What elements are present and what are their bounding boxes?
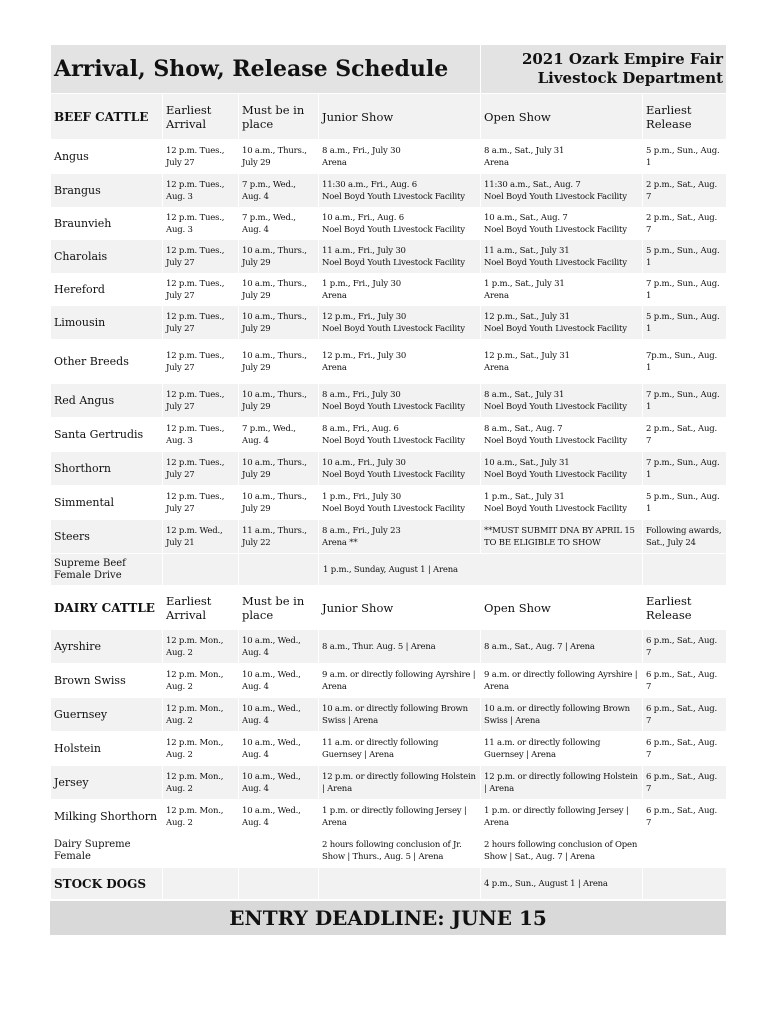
table-row: [51, 306, 727, 340]
open-show-cell: 12 p.m. or directly following Holstein | Arena: [481, 766, 643, 800]
earliest-release-cell: 6 p.m., Sat., Aug. 7: [643, 664, 727, 698]
col-open-show: Open Show: [481, 586, 643, 630]
junior-show-cell: 12 p.m. or directly following Holstein | Arena: [319, 766, 481, 800]
junior-show-cell: 8 a.m., Fri., Aug. 6 Noel Boyd Youth Livestock Facility: [319, 418, 481, 452]
table-row: [51, 732, 727, 766]
earliest-release-cell: 7 p.m., Sun., Aug. 1: [643, 274, 727, 306]
table-row: [51, 698, 727, 732]
must-be-in-place-cell: 10 a.m., Thurs., July 29: [239, 340, 319, 384]
junior-show-cell: 1 p.m. or directly following Jersey | Arena: [319, 800, 481, 834]
table-row: [51, 384, 727, 418]
beef-section-heading: BEEF CATTLE: [51, 94, 163, 140]
table-row: [51, 418, 727, 452]
must-be-in-place-cell: 10 a.m., Thurs., July 29: [239, 486, 319, 520]
page-title: Arrival, Show, Release Schedule: [54, 56, 449, 82]
open-show-cell: **MUST SUBMIT DNA BY APRIL 15 TO BE ELIGIBLE TO SHOW: [481, 520, 643, 554]
table-row: [51, 240, 727, 274]
open-show-cell: 8 a.m., Sat., July 31 Arena: [481, 140, 643, 174]
breed-name: Angus: [51, 140, 163, 174]
open-show-cell: 11:30 a.m., Sat., Aug. 7 Noel Boyd Youth Livestock Facility: [481, 174, 643, 208]
table-row: [51, 208, 727, 240]
junior-show-cell: 10 a.m., Fri., July 30 Noel Boyd Youth Livestock Facility: [319, 452, 481, 486]
must-be-in-place-cell: 10 a.m., Wed., Aug. 4: [239, 630, 319, 664]
earliest-arrival-cell: 12 p.m. Tues., July 27: [163, 274, 239, 306]
title-row: [51, 45, 727, 94]
table-row: [51, 520, 727, 554]
open-show-cell: 1 p.m., Sat., July 31 Arena: [481, 274, 643, 306]
schedule-table: [50, 44, 727, 900]
earliest-arrival-cell: 12 p.m. Mon., Aug. 2: [163, 766, 239, 800]
breed-name: Charolais: [51, 240, 163, 274]
must-be-in-place-cell: 10 a.m., Thurs., July 29: [239, 452, 319, 486]
table-row: [51, 274, 727, 306]
earliest-arrival-cell: 12 p.m. Tues., Aug. 3: [163, 174, 239, 208]
junior-show-cell: 9 a.m. or directly following Ayrshire | Arena: [319, 664, 481, 698]
earliest-release-cell: 6 p.m., Sat., Aug. 7: [643, 800, 727, 834]
earliest-arrival-cell: 12 p.m. Mon., Aug. 2: [163, 630, 239, 664]
must-be-in-place-cell: 10 a.m., Wed., Aug. 4: [239, 698, 319, 732]
earliest-arrival-cell: 12 p.m. Mon., Aug. 2: [163, 664, 239, 698]
col-earliest-release: Earliest Release: [643, 586, 727, 630]
must-be-in-place-cell: 10 a.m., Thurs., July 29: [239, 140, 319, 174]
stock-dogs-row: [51, 868, 727, 900]
junior-show-cell: 8 a.m., Fri., July 30 Arena: [319, 140, 481, 174]
earliest-release-cell: 6 p.m., Sat., Aug. 7: [643, 766, 727, 800]
open-show-cell: 12 p.m., Sat., July 31 Arena: [481, 340, 643, 384]
stock-dogs-heading: STOCK DOGS: [51, 868, 163, 900]
breed-name: Milking Shorthorn: [51, 800, 163, 834]
must-be-in-place-cell: 7 p.m., Wed., Aug. 4: [239, 208, 319, 240]
dairy-supreme-row: [51, 834, 727, 868]
must-be-in-place-cell: 10 a.m., Wed., Aug. 4: [239, 664, 319, 698]
junior-show-cell: 8 a.m., Fri., July 30 Noel Boyd Youth Livestock Facility: [319, 384, 481, 418]
breed-name: Simmental: [51, 486, 163, 520]
earliest-release-cell: 6 p.m., Sat., Aug. 7: [643, 630, 727, 664]
beef-supreme-time: 1 p.m., Sunday, August 1 | Arena: [319, 554, 643, 586]
dairy-supreme-name: Dairy Supreme Female: [51, 834, 163, 868]
open-show-cell: 10 a.m., Sat., Aug. 7 Noel Boyd Youth Livestock Facility: [481, 208, 643, 240]
breed-name: Red Angus: [51, 384, 163, 418]
junior-show-cell: 12 p.m., Fri., July 30 Arena: [319, 340, 481, 384]
earliest-arrival-cell: 12 p.m. Wed., July 21: [163, 520, 239, 554]
col-earliest-arrival: Earliest Arrival: [163, 586, 239, 630]
must-be-in-place-cell: 10 a.m., Thurs., July 29: [239, 240, 319, 274]
junior-show-cell: 1 p.m., Fri., July 30 Noel Boyd Youth Livestock Facility: [319, 486, 481, 520]
open-show-cell: 1 p.m., Sat., July 31 Noel Boyd Youth Livestock Facility: [481, 486, 643, 520]
must-be-in-place-cell: 10 a.m., Wed., Aug. 4: [239, 800, 319, 834]
open-show-cell: 8 a.m., Sat., Aug. 7 Noel Boyd Youth Livestock Facility: [481, 418, 643, 452]
fair-name: 2021 Ozark Empire Fair: [521, 50, 724, 68]
junior-show-cell: 10 a.m. or directly following Brown Swiss | Arena: [319, 698, 481, 732]
earliest-release-cell: 2 p.m., Sat., Aug. 7: [643, 208, 727, 240]
table-row: [51, 174, 727, 208]
must-be-in-place-cell: 10 a.m., Thurs., July 29: [239, 306, 319, 340]
table-row: [51, 452, 727, 486]
col-junior-show: Junior Show: [319, 94, 481, 140]
earliest-release-cell: Following awards, Sat., July 24: [643, 520, 727, 554]
junior-show-cell: 11 a.m. or directly following Guernsey | Arena: [319, 732, 481, 766]
beef-supreme-name: Supreme Beef Female Drive: [51, 554, 163, 586]
breed-name: Santa Gertrudis: [51, 418, 163, 452]
earliest-release-cell: 5 p.m., Sun., Aug. 1: [643, 140, 727, 174]
entry-deadline: ENTRY DEADLINE: JUNE 15: [50, 901, 726, 935]
col-must-be-in-place: Must be in place: [239, 94, 319, 140]
dairy-header-row: [51, 586, 727, 630]
earliest-release-cell: 7p.m., Sun., Aug. 1: [643, 340, 727, 384]
junior-show-cell: 12 p.m., Fri., July 30 Noel Boyd Youth Livestock Facility: [319, 306, 481, 340]
open-show-cell: 10 a.m. or directly following Brown Swiss | Arena: [481, 698, 643, 732]
earliest-release-cell: 6 p.m., Sat., Aug. 7: [643, 732, 727, 766]
earliest-release-cell: 2 p.m., Sat., Aug. 7: [643, 174, 727, 208]
open-show-cell: 12 p.m., Sat., July 31 Noel Boyd Youth Livestock Facility: [481, 306, 643, 340]
earliest-arrival-cell: 12 p.m. Tues., July 27: [163, 140, 239, 174]
open-show-cell: 9 a.m. or directly following Ayrshire | Arena: [481, 664, 643, 698]
earliest-release-cell: 2 p.m., Sat., Aug. 7: [643, 418, 727, 452]
dairy-supreme-junior: 2 hours following conclusion of Jr. Show | Thurs., Aug. 5 | Arena: [319, 834, 481, 868]
breed-name: Brown Swiss: [51, 664, 163, 698]
breed-name: Jersey: [51, 766, 163, 800]
junior-show-cell: 8 a.m., Thur. Aug. 5 | Arena: [319, 630, 481, 664]
earliest-release-cell: 7 p.m., Sun., Aug. 1: [643, 452, 727, 486]
table-row: [51, 140, 727, 174]
earliest-arrival-cell: 12 p.m. Tues., July 27: [163, 452, 239, 486]
earliest-release-cell: 6 p.m., Sat., Aug. 7: [643, 698, 727, 732]
breed-name: Braunvieh: [51, 208, 163, 240]
open-show-cell: 1 p.m. or directly following Jersey | Arena: [481, 800, 643, 834]
breed-name: Limousin: [51, 306, 163, 340]
earliest-release-cell: 5 p.m., Sun., Aug. 1: [643, 240, 727, 274]
dairy-section-heading: DAIRY CATTLE: [51, 586, 163, 630]
earliest-arrival-cell: 12 p.m. Mon., Aug. 2: [163, 800, 239, 834]
open-show-cell: 8 a.m., Sat., Aug. 7 | Arena: [481, 630, 643, 664]
breed-name: Ayrshire: [51, 630, 163, 664]
junior-show-cell: 11 a.m., Fri., July 30 Noel Boyd Youth Livestock Facility: [319, 240, 481, 274]
table-row: [51, 630, 727, 664]
earliest-arrival-cell: 12 p.m. Tues., July 27: [163, 240, 239, 274]
table-row: [51, 486, 727, 520]
breed-name: Holstein: [51, 732, 163, 766]
table-row: [51, 664, 727, 698]
must-be-in-place-cell: 10 a.m., Wed., Aug. 4: [239, 766, 319, 800]
department-name: Livestock Department: [537, 69, 724, 87]
earliest-arrival-cell: 12 p.m. Tues., July 27: [163, 340, 239, 384]
table-row: [51, 340, 727, 384]
breed-name: Shorthorn: [51, 452, 163, 486]
col-must-be-in-place: Must be in place: [239, 586, 319, 630]
earliest-arrival-cell: 12 p.m. Tues., July 27: [163, 486, 239, 520]
table-row: [51, 766, 727, 800]
junior-show-cell: 10 a.m., Fri., Aug. 6 Noel Boyd Youth Livestock Facility: [319, 208, 481, 240]
col-open-show: Open Show: [481, 94, 643, 140]
must-be-in-place-cell: 10 a.m., Wed., Aug. 4: [239, 732, 319, 766]
must-be-in-place-cell: 7 p.m., Wed., Aug. 4: [239, 174, 319, 208]
open-show-cell: 11 a.m., Sat., July 31 Noel Boyd Youth Livestock Facility: [481, 240, 643, 274]
breed-name: Brangus: [51, 174, 163, 208]
earliest-arrival-cell: 12 p.m. Tues., July 27: [163, 306, 239, 340]
junior-show-cell: 11:30 a.m., Fri., Aug. 6 Noel Boyd Youth Livestock Facility: [319, 174, 481, 208]
earliest-release-cell: 7 p.m., Sun., Aug. 1: [643, 384, 727, 418]
open-show-cell: 11 a.m. or directly following Guernsey | Arena: [481, 732, 643, 766]
schedule-sheet: [50, 44, 726, 935]
must-be-in-place-cell: 10 a.m., Thurs., July 29: [239, 274, 319, 306]
breed-name: Hereford: [51, 274, 163, 306]
must-be-in-place-cell: 11 a.m., Thurs., July 22: [239, 520, 319, 554]
col-earliest-arrival: Earliest Arrival: [163, 94, 239, 140]
junior-show-cell: 1 p.m., Fri., July 30 Arena: [319, 274, 481, 306]
dairy-supreme-open: 2 hours following conclusion of Open Show | Sat., Aug. 7 | Arena: [481, 834, 643, 868]
must-be-in-place-cell: 10 a.m., Thurs., July 29: [239, 384, 319, 418]
breed-name: Other Breeds: [51, 340, 163, 384]
earliest-arrival-cell: 12 p.m. Mon., Aug. 2: [163, 732, 239, 766]
earliest-arrival-cell: 12 p.m. Tues., Aug. 3: [163, 418, 239, 452]
earliest-arrival-cell: 12 p.m. Tues., Aug. 3: [163, 208, 239, 240]
breed-name: Steers: [51, 520, 163, 554]
beef-supreme-row: [51, 554, 727, 586]
earliest-release-cell: 5 p.m., Sun., Aug. 1: [643, 486, 727, 520]
open-show-cell: 8 a.m., Sat., July 31 Noel Boyd Youth Livestock Facility: [481, 384, 643, 418]
junior-show-cell: 8 a.m., Fri., July 23 Arena **: [319, 520, 481, 554]
breed-name: Guernsey: [51, 698, 163, 732]
earliest-arrival-cell: 12 p.m. Tues., July 27: [163, 384, 239, 418]
open-show-cell: 10 a.m., Sat., July 31 Noel Boyd Youth Livestock Facility: [481, 452, 643, 486]
beef-header-row: [51, 94, 727, 140]
col-earliest-release: Earliest Release: [643, 94, 727, 140]
stock-dogs-open: 4 p.m., Sun., August 1 | Arena: [481, 868, 643, 900]
col-junior-show: Junior Show: [319, 586, 481, 630]
must-be-in-place-cell: 7 p.m., Wed., Aug. 4: [239, 418, 319, 452]
earliest-release-cell: 5 p.m., Sun., Aug. 1: [643, 306, 727, 340]
earliest-arrival-cell: 12 p.m. Mon., Aug. 2: [163, 698, 239, 732]
table-row: [51, 800, 727, 834]
